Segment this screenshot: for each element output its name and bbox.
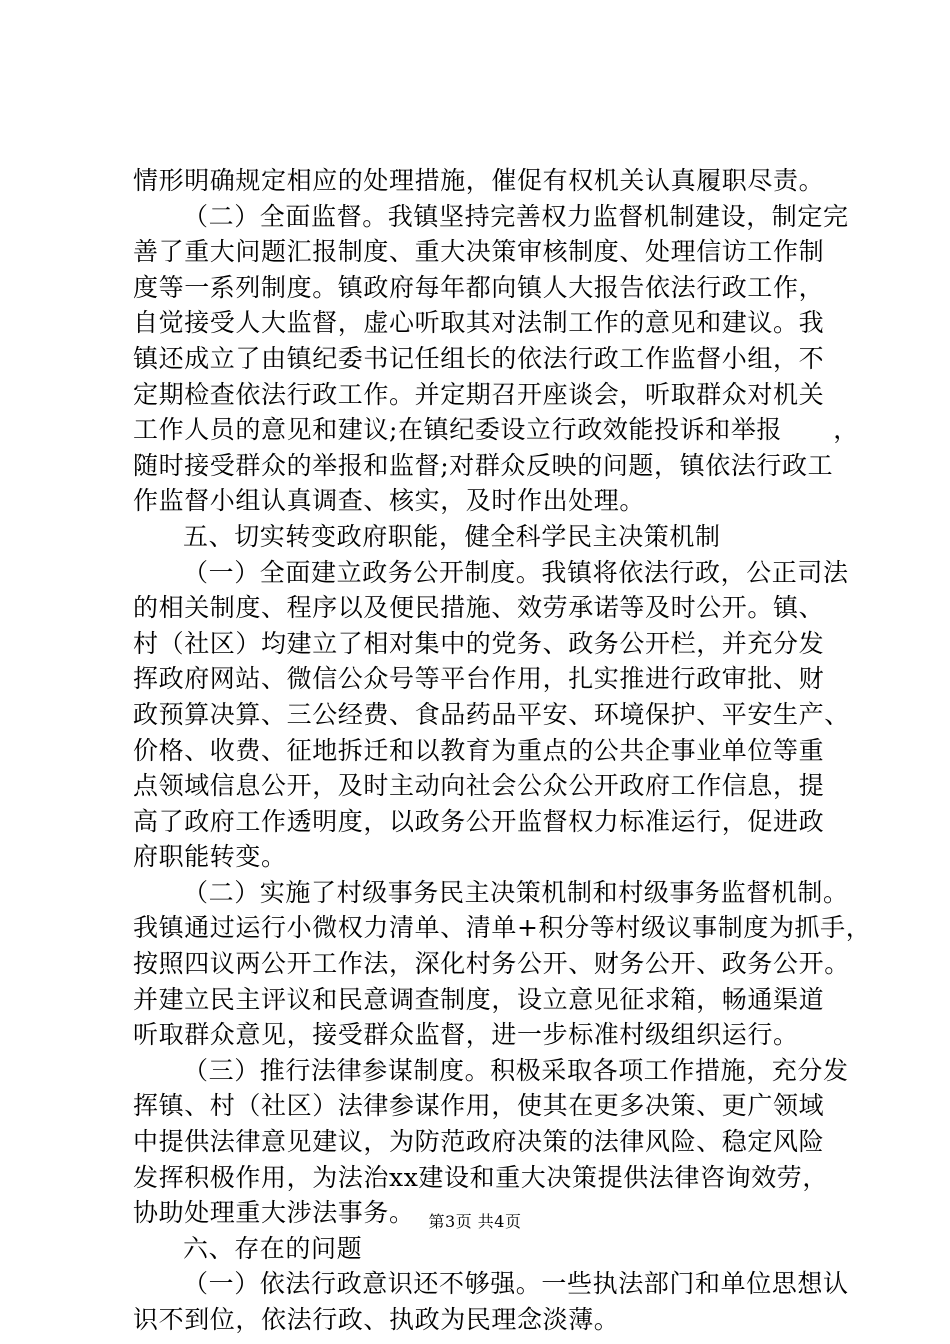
- text-line: 发挥积极作用，为法治xx建设和重大决策提供法律咨询效劳，: [133, 1162, 829, 1192]
- text-line: 听取群众意见，接受群众监督，进一步标准村级组织运行。: [133, 1020, 799, 1050]
- text-line: 挥政府网站、微信公众号等平台作用，扎实推进行政审批、财: [133, 664, 825, 694]
- text-line: 挥镇、村（社区）法律参谋作用，使其在更多决策、更广领域: [133, 1091, 825, 1121]
- text-line: 自觉接受人大监督，虚心听取其对法制工作的意见和建议。我: [133, 308, 825, 338]
- text-line: （一）全面建立政务公开制度。我镇将依法行政，公正司法: [183, 557, 849, 587]
- section-heading: 六、存在的问题: [183, 1233, 363, 1263]
- text-line: 作监督小组认真调查、核实，及时作出处理。: [133, 486, 646, 516]
- text-line: 度等一系列制度。镇政府每年都向镇人大报告依法行政工作，: [133, 272, 825, 302]
- document-body: [133, 163, 872, 1338]
- text-line: 点领域信息公开，及时主动向社会公众公开政府工作信息，提: [133, 771, 825, 801]
- text-line: 情形明确规定相应的处理措施，催促有权机关认真履职尽责。: [133, 166, 825, 195]
- text-line: 镇还成立了由镇纪委书记任组长的依法行政工作监督小组，不: [133, 343, 825, 373]
- text-line: （二）全面监督。我镇坚持完善权力监督机制建设，制定完: [183, 201, 849, 231]
- text-line: 随时接受群众的举报和监督;对群众反映的问题，镇依法行政工: [133, 450, 834, 480]
- text-line: 工作人员的意见和建议;在镇纪委设立行政效能投诉和举报 ，: [133, 415, 859, 445]
- text-line: 府职能转变。: [133, 842, 287, 872]
- text-line: 协助处理重大涉法事务。: [133, 1198, 415, 1228]
- text-line: 并建立民主评议和民意调查制度，设立意见征求箱，畅通渠道: [133, 984, 825, 1014]
- text-line: 按照四议两公开工作法，深化村务公开、财务公开、政务公开。: [133, 949, 850, 979]
- text-line: （一）依法行政意识还不够强。一些执法部门和单位思想认: [183, 1269, 849, 1299]
- text-line: 定期检查依法行政工作。并定期召开座谈会，听取群众对机关: [133, 379, 825, 409]
- text-line: （三）推行法律参谋制度。积极采取各项工作措施，充分发: [183, 1055, 849, 1085]
- text-line: 我镇通过运行小微权力清单、清单+积分等村级议事制度为抓手，: [133, 913, 872, 943]
- page-number-footer: 第3页 共4页: [428, 1212, 522, 1231]
- text-line: 价格、收费、征地拆迁和以教育为重点的公共企事业单位等重: [133, 735, 825, 765]
- text-line: 高了政府工作透明度，以政务公开监督权力标准运行，促进政: [133, 806, 825, 836]
- text-line: （二）实施了村级事务民主决策机制和村级事务监督机制。: [183, 877, 849, 907]
- text-line: 善了重大问题汇报制度、重大决策审核制度、处理信访工作制: [133, 237, 825, 267]
- text-line: 识不到位，依法行政、执政为民理念淡薄。: [133, 1305, 620, 1334]
- section-heading: 五、切实转变政府职能，健全科学民主决策机制: [183, 521, 721, 551]
- text-line: 中提供法律意见建议，为防范政府决策的法律风险、稳定风险: [133, 1127, 825, 1157]
- text-line: 村（社区）均建立了相对集中的党务、政务公开栏，并充分发: [133, 628, 825, 658]
- text-line: 政预算决算、三公经费、食品药品平安、环境保护、平安生产、: [133, 699, 850, 729]
- text-line: 的相关制度、程序以及便民措施、效劳承诺等及时公开。镇、: [133, 593, 825, 623]
